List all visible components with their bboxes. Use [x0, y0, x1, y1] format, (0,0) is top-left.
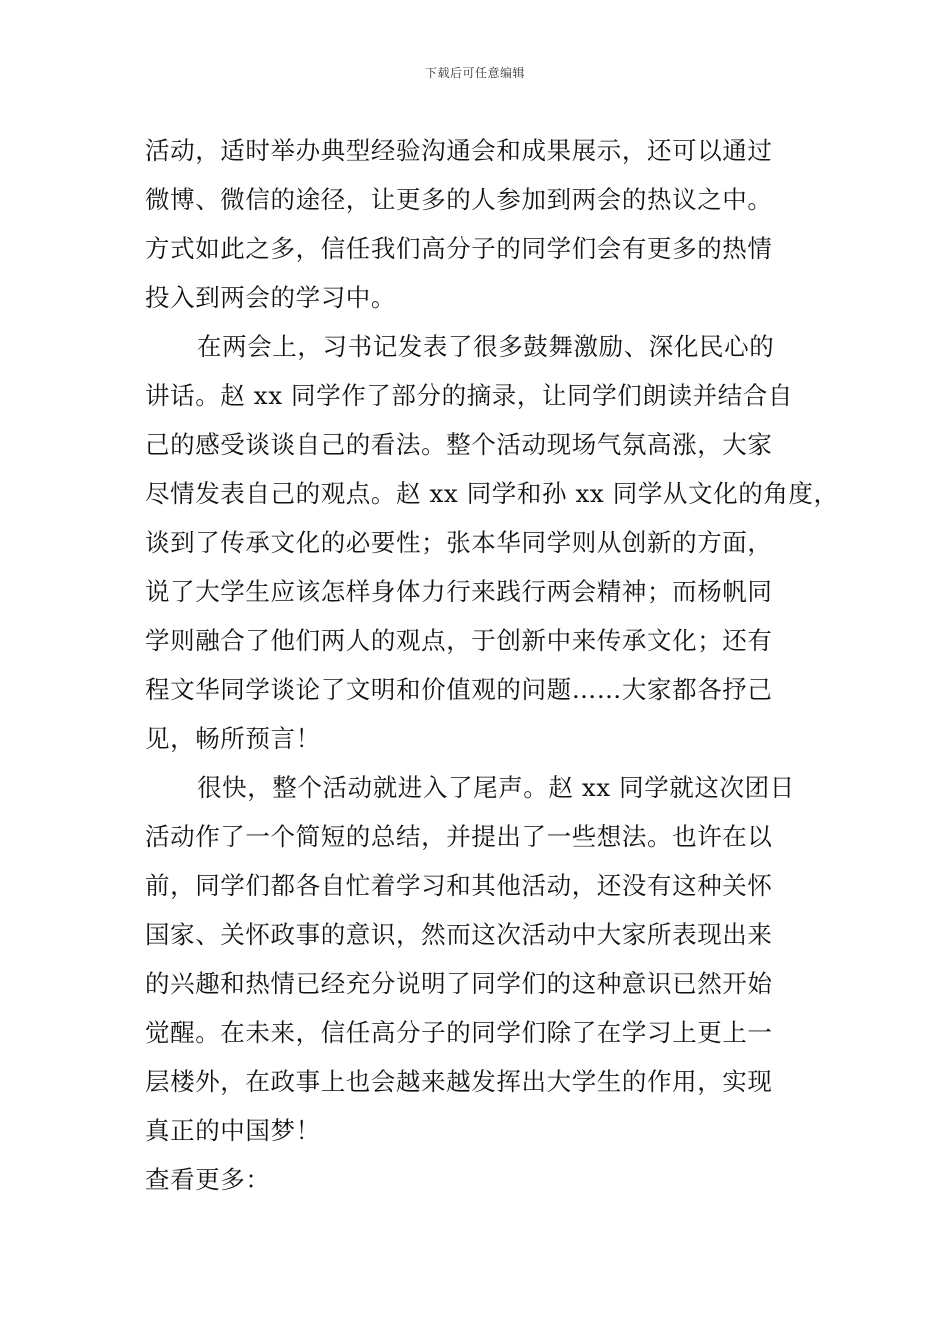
text-line: 方式如此之多，信任我们高分子的同学们会有更多的热情 — [145, 234, 773, 263]
paragraph-first-line: 在两会上，习书记发表了很多鼓舞激励、深化民心的 — [197, 332, 775, 361]
text-line: 尽情发表自己的观点。赵 xx 同学和孙 xx 同学从文化的角度， — [145, 479, 839, 508]
document-body — [145, 126, 839, 1204]
text-line: 的兴趣和热情已经充分说明了同学们的这种意识已然开始 — [145, 969, 773, 998]
text-line: 真正的中国梦！ — [145, 1116, 321, 1145]
text-line: 说了大学生应该怎样身体力行来践行两会精神；而杨帆同 — [145, 577, 773, 606]
text-line: 层楼外，在政事上也会越来越发挥出大学生的作用，实现 — [145, 1067, 773, 1096]
text-line: 觉醒。在未来，信任高分子的同学们除了在学习上更上一 — [145, 1018, 773, 1047]
text-line: 己的感受谈谈自己的看法。整个活动现场气氛高涨，大家 — [145, 430, 773, 459]
text-line: 讲话。赵 xx 同学作了部分的摘录，让同学们朗读并结合自 — [145, 381, 794, 410]
text-line: 谈到了传承文化的必要性；张本华同学则从创新的方面， — [145, 528, 773, 557]
see-more-label: 查看更多： — [145, 1165, 271, 1194]
page-header: 下载后可任意编辑 — [424, 66, 525, 80]
text-line: 微博、微信的途径，让更多的人参加到两会的热议之中。 — [145, 185, 773, 214]
text-line: 投入到两会的学习中。 — [145, 283, 396, 312]
paragraph-first-line: 很快，整个活动就进入了尾声。赵 xx 同学就这次团日 — [197, 773, 795, 802]
text-line: 前，同学们都各自忙着学习和其他活动，还没有这种关怀 — [145, 871, 773, 900]
text-line: 学则融合了他们两人的观点，于创新中来传承文化；还有 — [145, 626, 773, 655]
text-line: 活动作了一个简短的总结，并提出了一些想法。也许在以 — [145, 822, 773, 851]
text-line: 活动，适时举办典型经验沟通会和成果展示，还可以通过 — [145, 136, 773, 165]
text-line: 程文华同学谈论了文明和价值观的问题……大家都各抒己 — [145, 675, 773, 704]
text-line: 见，畅所预言！ — [145, 724, 321, 753]
text-line: 国家、关怀政事的意识，然而这次活动中大家所表现出来 — [145, 920, 773, 949]
